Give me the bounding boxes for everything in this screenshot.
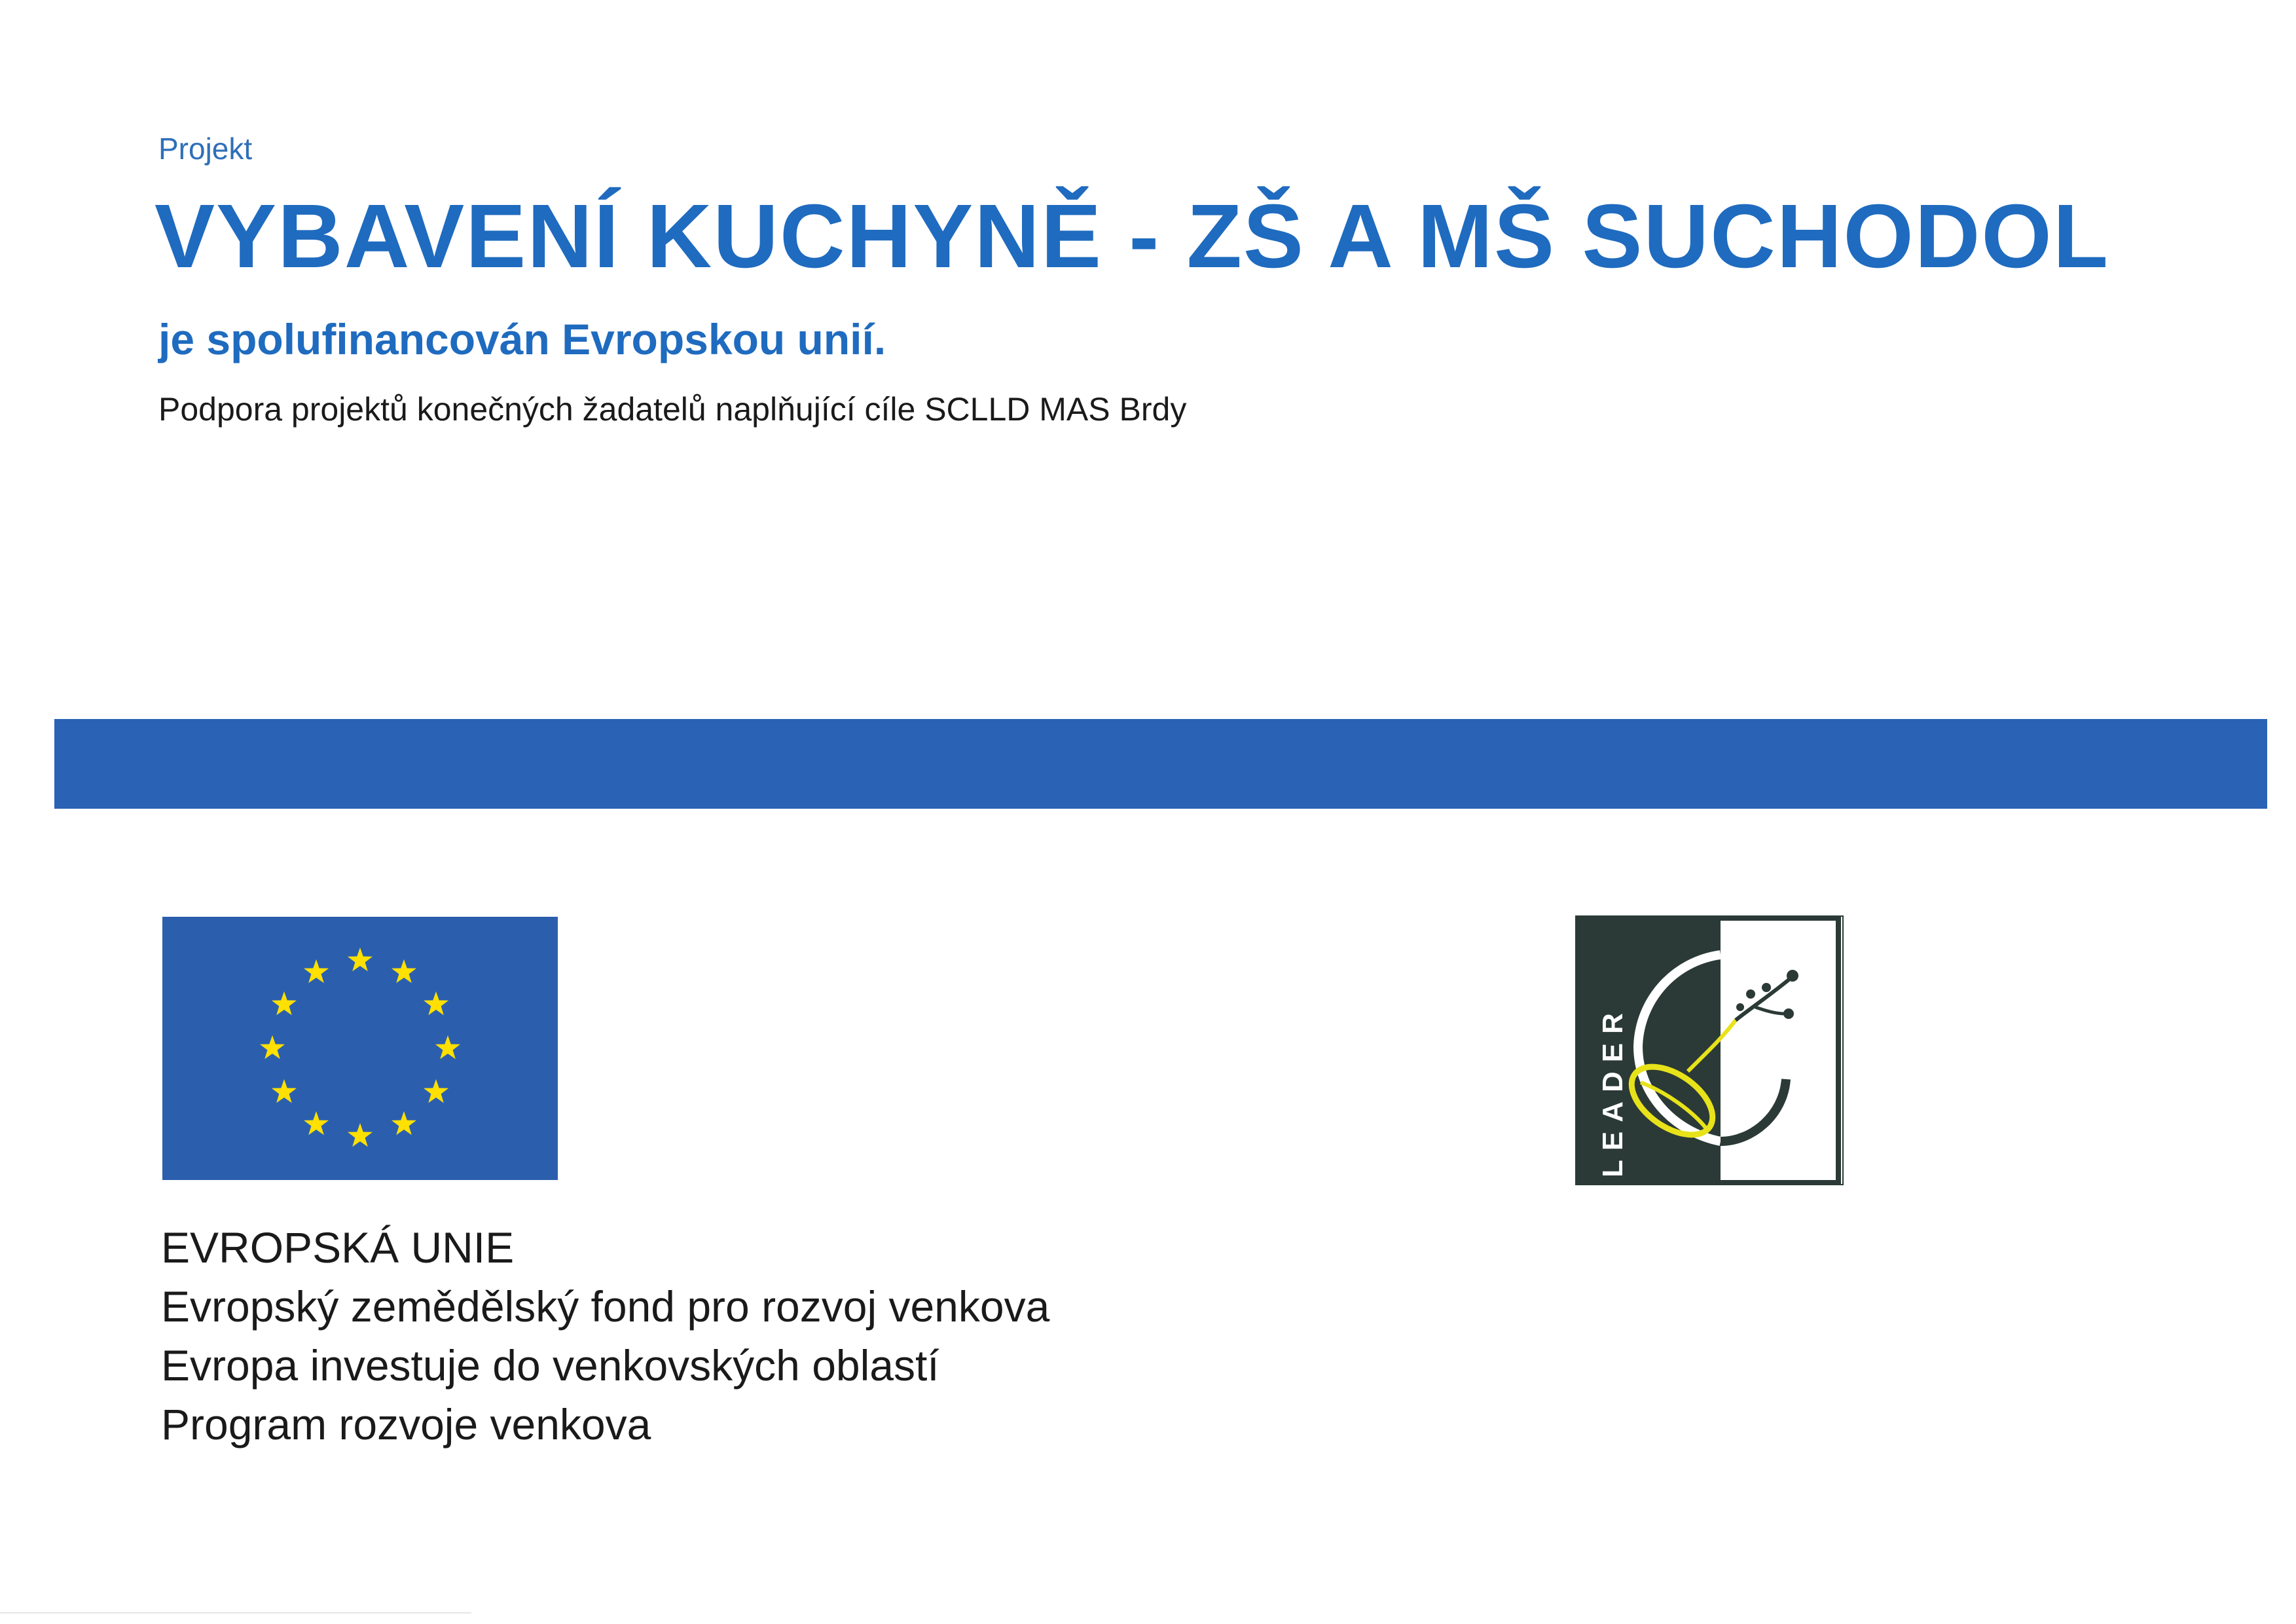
cofinanced-statement: je spolufinancován Evropskou unií.	[158, 315, 886, 363]
support-statement: Podpora projektů konečných žadatelů naplňující cíle SCLLD MAS Brdy	[158, 391, 1187, 428]
blue-divider-band	[54, 719, 2267, 809]
leader-logo-icon	[1575, 915, 1844, 1185]
eu-slogan: Evropa investuje do venkovských oblastí	[161, 1341, 939, 1390]
footer-rule	[0, 1612, 471, 1614]
leader-logo-text: LEADER	[1597, 1004, 1629, 1177]
eu-text-block	[161, 1218, 1049, 1454]
eu-program-label: Program rozvoje venkova	[161, 1400, 651, 1449]
eu-union-label: EVROPSKÁ UNIE	[161, 1223, 515, 1272]
eu-flag-icon	[162, 917, 558, 1180]
project-label: Projekt	[158, 132, 253, 166]
project-title: VYBAVENÍ KUCHYNĚ - ZŠ A MŠ SUCHODOL	[155, 186, 2110, 287]
eu-fund-label: Evropský zemědělský fond pro rozvoj venkova	[161, 1282, 1050, 1331]
